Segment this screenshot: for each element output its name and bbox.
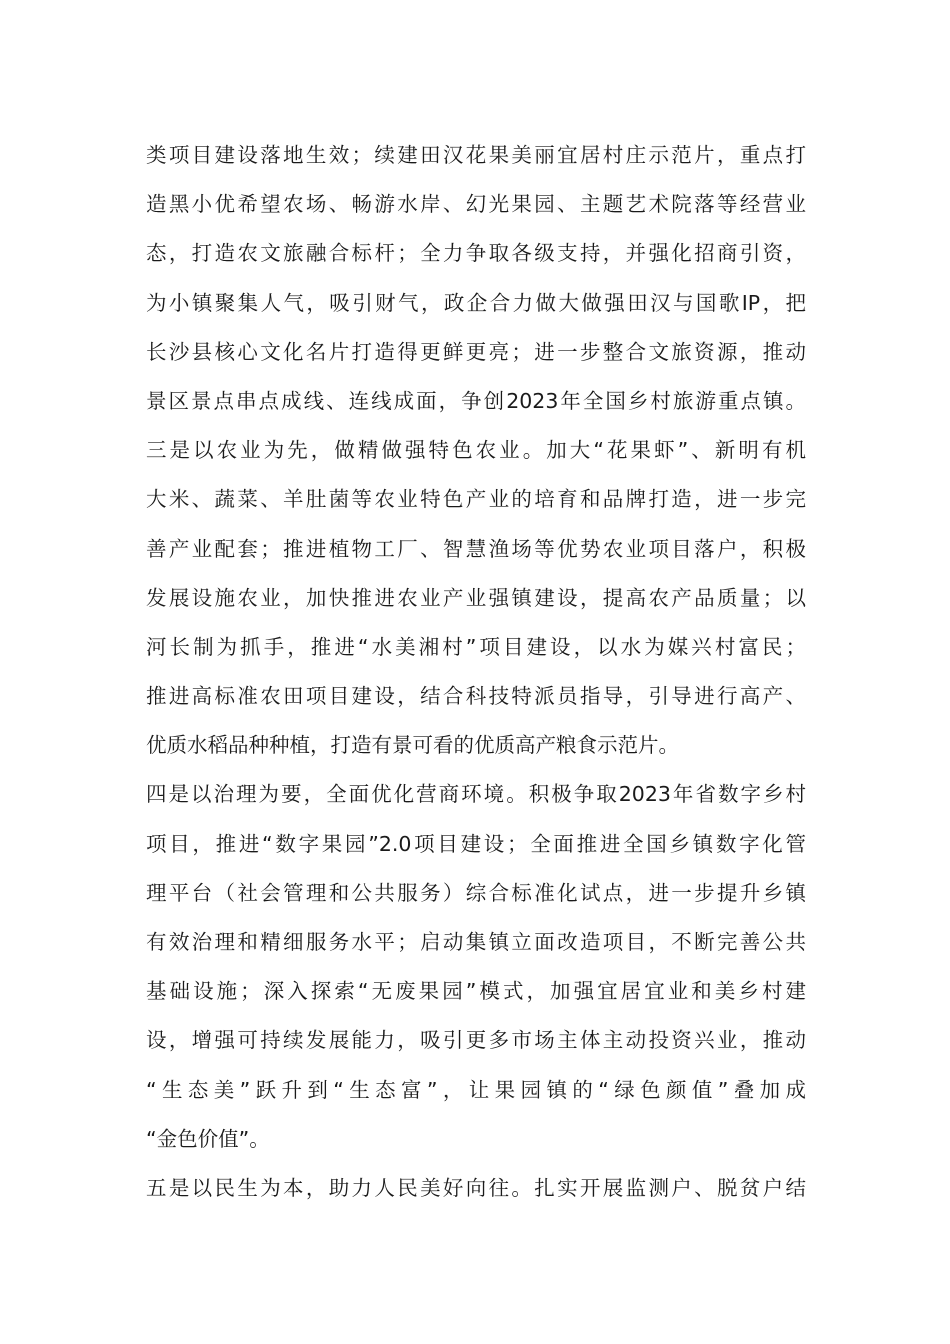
text-line: 造黑小优希望农场、畅游水岸、幻光果园、主题艺术院落等经营业 <box>146 192 806 217</box>
text-line: 河长制为抓手，推进“水美湘村”项目建设，以水为媒兴村富民； <box>146 634 806 659</box>
text-line: 项目，推进“数字果园”2.0项目建设；全面推进全国乡镇数字化管 <box>146 831 806 856</box>
text-line: 大米、蔬菜、羊肚菌等农业特色产业的培育和品牌打造，进一步完 <box>146 487 806 512</box>
text-line: 长沙县核心文化名片打造得更鲜更亮；进一步整合文旅资源，推动 <box>146 339 806 364</box>
text-line: 基础设施；深入探索“无废果园”模式，加强宜居宜业和美乡村建 <box>146 979 806 1004</box>
text-line: “生态美”跃升到“生态富”，让果园镇的“绿色颜值”叠加成 <box>146 1077 806 1102</box>
text-line: 景区景点串点成线、连线成面，争创2023年全国乡村旅游重点镇。 <box>146 388 806 413</box>
text-line: 设，增强可持续发展能力，吸引更多市场主体主动投资兴业，推动 <box>146 1028 806 1053</box>
text-line: 态，打造农文旅融合标杆；全力争取各级支持，并强化招商引资， <box>146 241 806 266</box>
text-line: 善产业配套；推进植物工厂、智慧渔场等优势农业项目落户，积极 <box>146 536 806 561</box>
text-line: 发展设施农业，加快推进农业产业强镇建设，提高农产品质量；以 <box>146 585 806 610</box>
text-line: 理平台（社会管理和公共服务）综合标准化试点，进一步提升乡镇 <box>146 880 806 905</box>
text-line: 推进高标准农田项目建设，结合科技特派员指导，引导进行高产、 <box>146 684 806 709</box>
paragraph-start-line: 五是以民生为本，助力人民美好向往。扎实开展监测户、脱贫户结 <box>146 1175 806 1200</box>
text-line: 为小镇聚集人气，吸引财气，政企合力做大做强田汉与国歌IP，把 <box>146 290 806 315</box>
paragraph-end-line: “金色价值”。 <box>146 1126 270 1151</box>
document-body <box>146 131 806 1213</box>
paragraph-end-line: 优质水稻品种种植，打造有景可看的优质高产粮食示范片。 <box>146 733 679 758</box>
paragraph-start-line: 四是以治理为要，全面优化营商环境。积极争取2023年省数字乡村 <box>146 782 806 807</box>
text-line: 类项目建设落地生效；续建田汉花果美丽宜居村庄示范片，重点打 <box>146 143 806 167</box>
paragraph-start-line: 三是以农业为先，做精做强特色农业。加大“花果虾”、新明有机 <box>146 438 806 463</box>
text-line: 有效治理和精细服务水平；启动集镇立面改造项目，不断完善公共 <box>146 930 806 954</box>
